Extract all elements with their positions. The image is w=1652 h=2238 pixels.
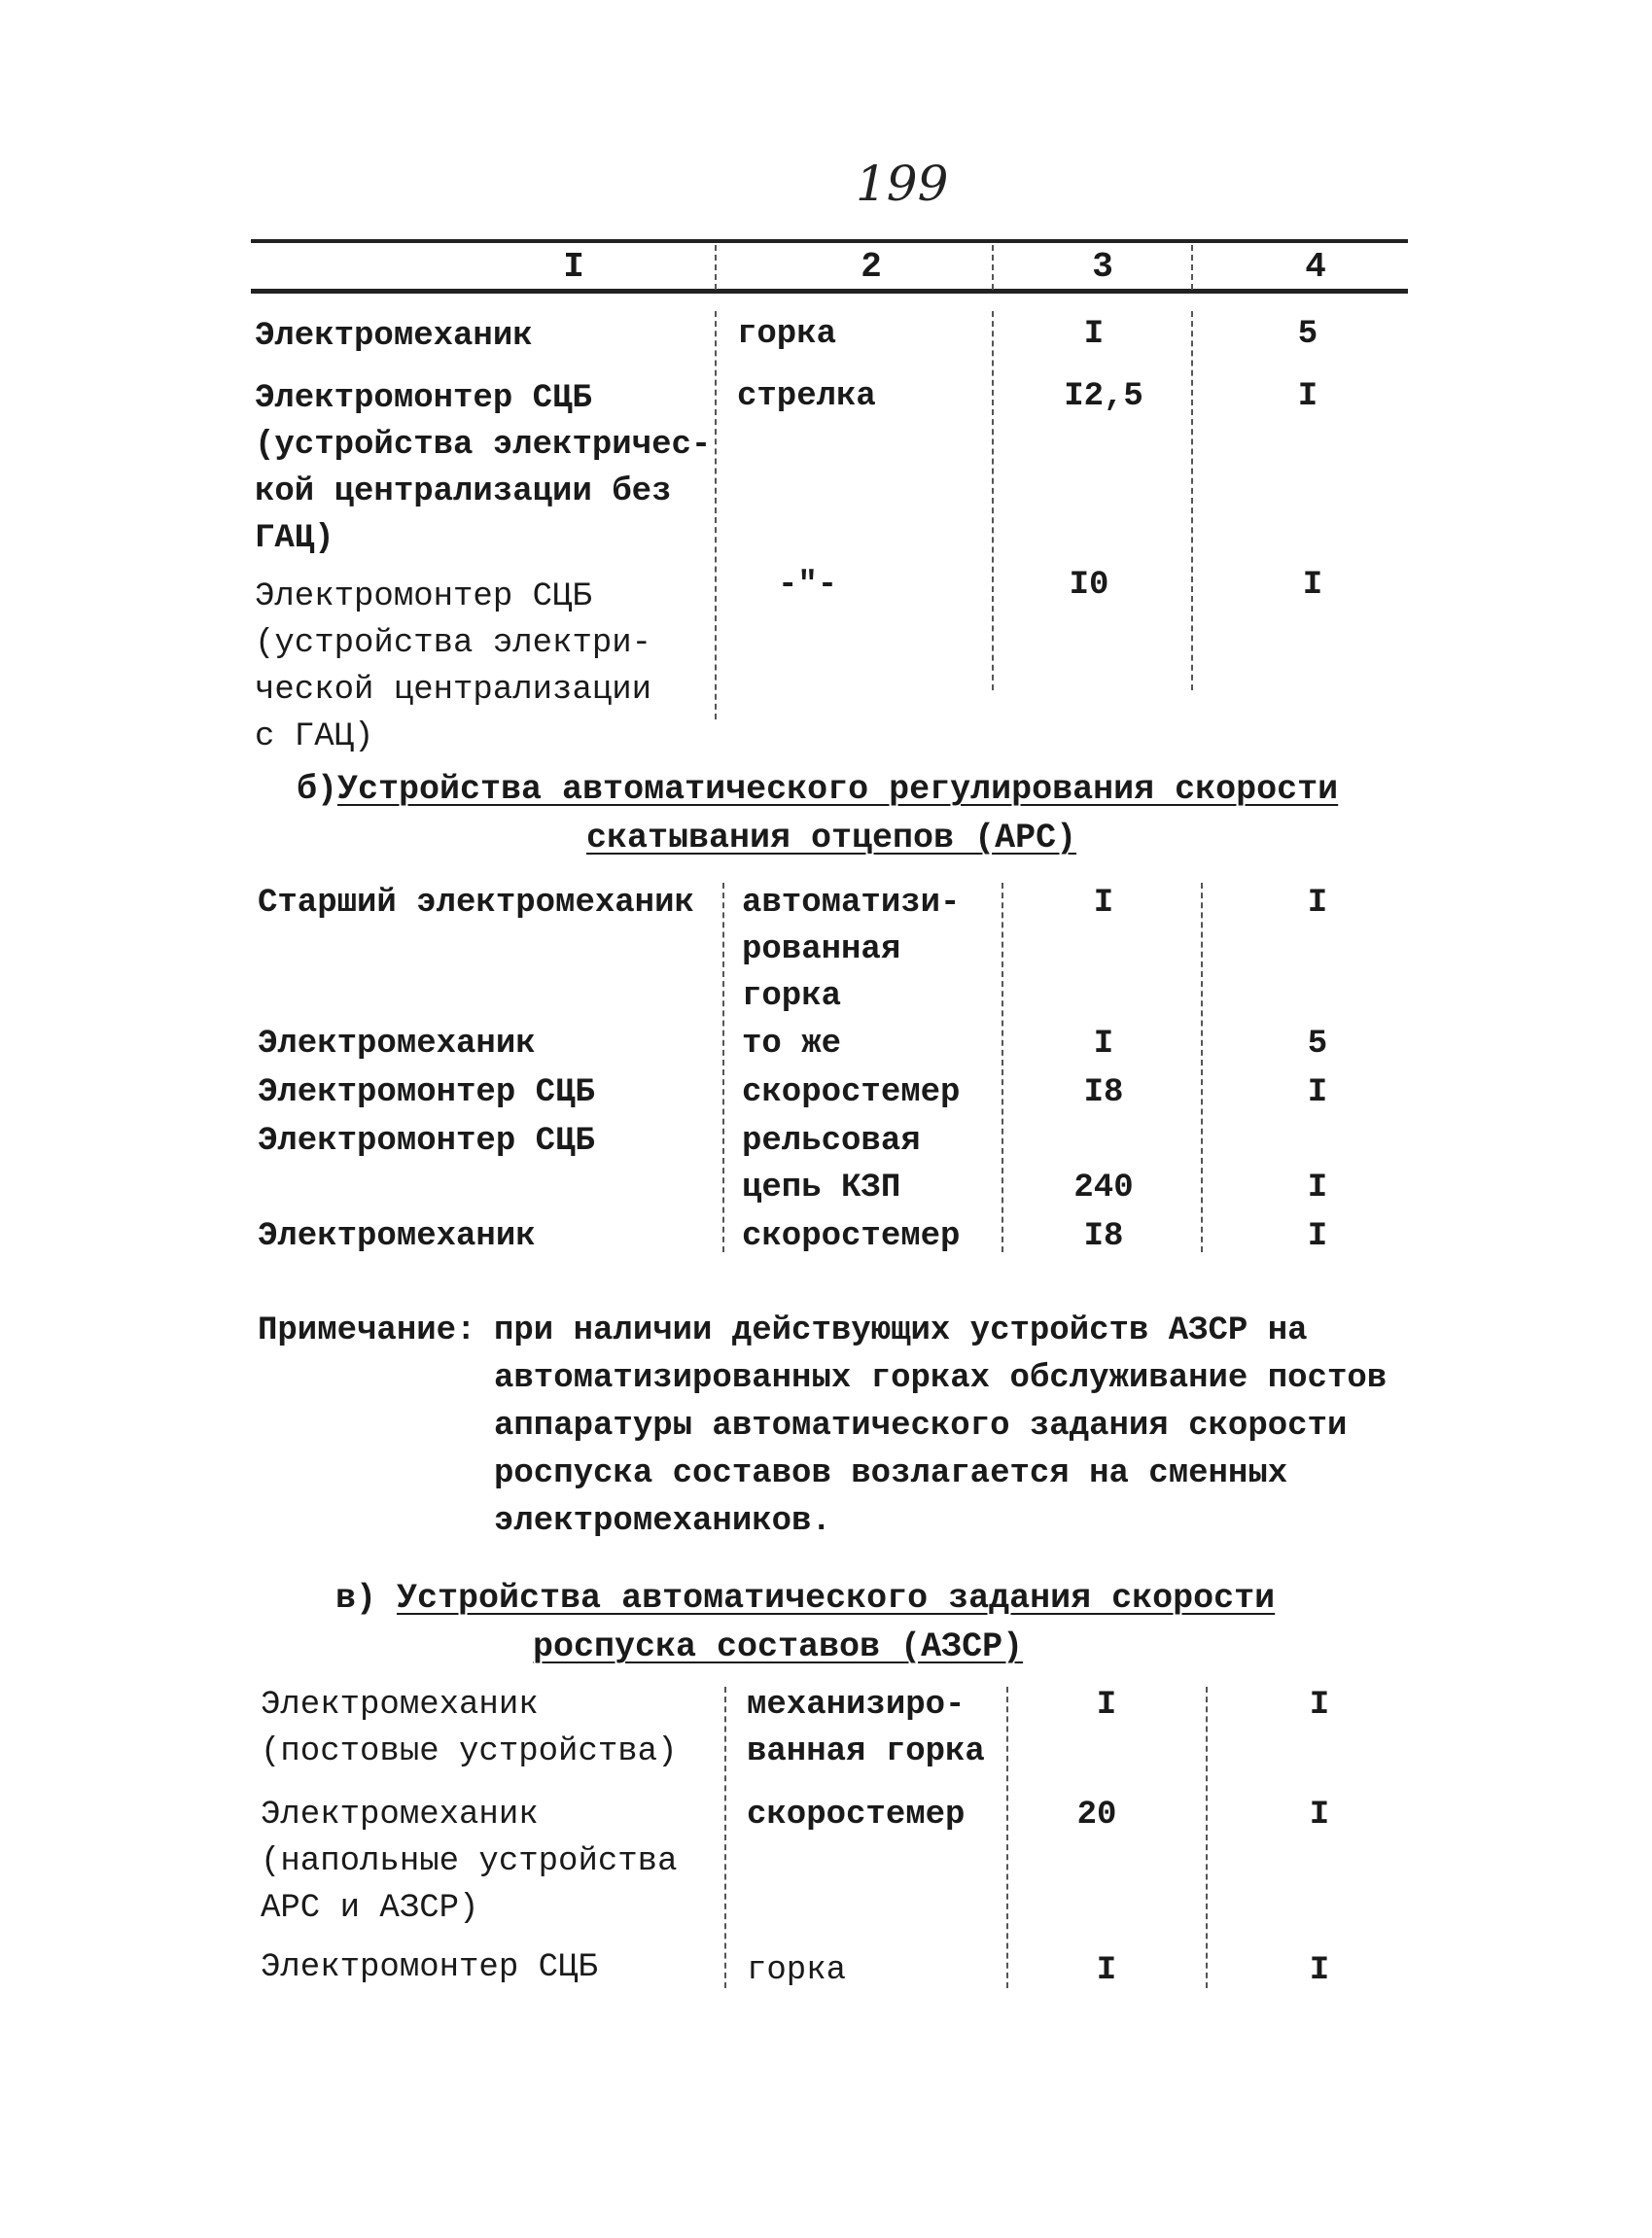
row-c3-count: I — [1309, 1952, 1330, 1989]
row-b5-measure: I8 — [1083, 1218, 1124, 1255]
column-divider — [1191, 245, 1193, 290]
row-a3-count: I — [1302, 567, 1323, 604]
section-c-title-line1: Устройства автоматического задания скорости — [397, 1579, 1276, 1618]
row-a2-measure: I2,5 — [1064, 378, 1143, 415]
row-c1-measure: I — [1096, 1687, 1117, 1724]
column-divider — [992, 245, 994, 290]
row-b4-object: рельсовая цепь КЗП — [742, 1123, 921, 1206]
row-b1-object: автоматизи- рованная горка — [742, 885, 961, 1015]
row-b2-measure: I — [1093, 1026, 1114, 1063]
column-divider — [1002, 883, 1003, 1252]
column-header-4: 4 — [1305, 247, 1326, 287]
note-text: при наличии действующих устройств АЗСР на автоматизированных горках обслуживание постов аппаратуры автоматического задания скорости роспуска составов возлагается на сменных электромехаников. — [494, 1312, 1388, 1540]
section-b-heading — [297, 766, 1338, 813]
table-header-rule — [251, 289, 1408, 294]
column-divider — [724, 1687, 726, 1988]
section-b-title-line1: Устройства автоматического регулирования скорости — [337, 770, 1339, 809]
row-b5-position: Электромеханик — [258, 1218, 536, 1255]
column-header-2: 2 — [861, 247, 882, 287]
column-divider — [715, 311, 717, 719]
section-b-prefix: б) — [297, 770, 338, 809]
row-a2-position: Электромонтер СЦБ (устройства электричес- кой централизации без ГАЦ) — [255, 380, 712, 557]
row-b1-count: I — [1307, 885, 1328, 922]
row-c1-object: механизиро- ванная горка — [747, 1687, 985, 1770]
row-c2-measure: 20 — [1076, 1797, 1117, 1834]
row-b1-position: Старший электромеханик — [258, 885, 694, 922]
row-b5-count: I — [1307, 1218, 1328, 1255]
row-c3-position: Электромонтер СЦБ — [261, 1949, 598, 1986]
row-b4-count: I — [1307, 1170, 1328, 1206]
section-b-title-line2: скатывания отцепов (АРС) — [586, 819, 1077, 857]
column-divider — [1206, 1687, 1208, 1988]
row-b3-count: I — [1307, 1074, 1328, 1111]
row-b4-position: Электромонтер СЦБ — [258, 1123, 595, 1160]
row-a1-measure: I — [1083, 316, 1105, 353]
row-a2-count: I — [1297, 378, 1318, 415]
row-b3-position: Электромонтер СЦБ — [258, 1074, 595, 1111]
row-c1-position: Электромеханик (постовые устройства) — [261, 1687, 678, 1770]
row-a1-object: горка — [737, 316, 837, 353]
column-divider — [715, 245, 717, 290]
section-c-heading — [335, 1575, 1275, 1622]
row-a1-count: 5 — [1297, 316, 1318, 353]
page-number: 199 — [856, 156, 949, 212]
row-b4-measure: 240 — [1073, 1170, 1134, 1206]
row-a3-measure: I0 — [1069, 567, 1109, 604]
section-c-prefix: в) — [335, 1579, 377, 1618]
row-b1-measure: I — [1093, 885, 1114, 922]
row-b5-object: скоростемер — [742, 1218, 961, 1255]
column-divider — [1006, 1687, 1008, 1988]
section-c-title-line2: роспуска составов (АЗСР) — [533, 1627, 1024, 1666]
row-b3-object: скоростемер — [742, 1074, 961, 1111]
row-b2-position: Электромеханик — [258, 1026, 536, 1063]
column-divider — [992, 311, 994, 690]
row-c2-count: I — [1309, 1797, 1330, 1834]
column-divider — [1191, 311, 1193, 690]
row-c1-count: I — [1309, 1687, 1330, 1724]
row-c2-position: Электромеханик (напольные устройства АРС и АЗСР) — [261, 1797, 678, 1927]
row-b3-measure: I8 — [1083, 1074, 1124, 1111]
row-a3-object: -"- — [778, 567, 838, 604]
note-label: Примечание: — [258, 1312, 476, 1349]
column-header-3: 3 — [1092, 247, 1113, 287]
table-top-rule — [251, 239, 1408, 243]
column-divider — [722, 883, 724, 1252]
row-a1-position: Электромеханик — [255, 318, 533, 355]
row-b2-object: то же — [742, 1026, 842, 1063]
column-divider — [1201, 883, 1203, 1252]
row-a3-position: Электромонтер СЦБ (устройства электри- ческой централизации с ГАЦ) — [255, 578, 652, 755]
row-c3-object: горка — [747, 1952, 847, 1989]
row-c2-object: скоростемер — [747, 1797, 966, 1834]
row-b2-count: 5 — [1307, 1026, 1328, 1063]
column-header-1: I — [563, 247, 584, 287]
row-c3-measure: I — [1096, 1952, 1117, 1989]
row-a2-object: стрелка — [737, 378, 876, 415]
